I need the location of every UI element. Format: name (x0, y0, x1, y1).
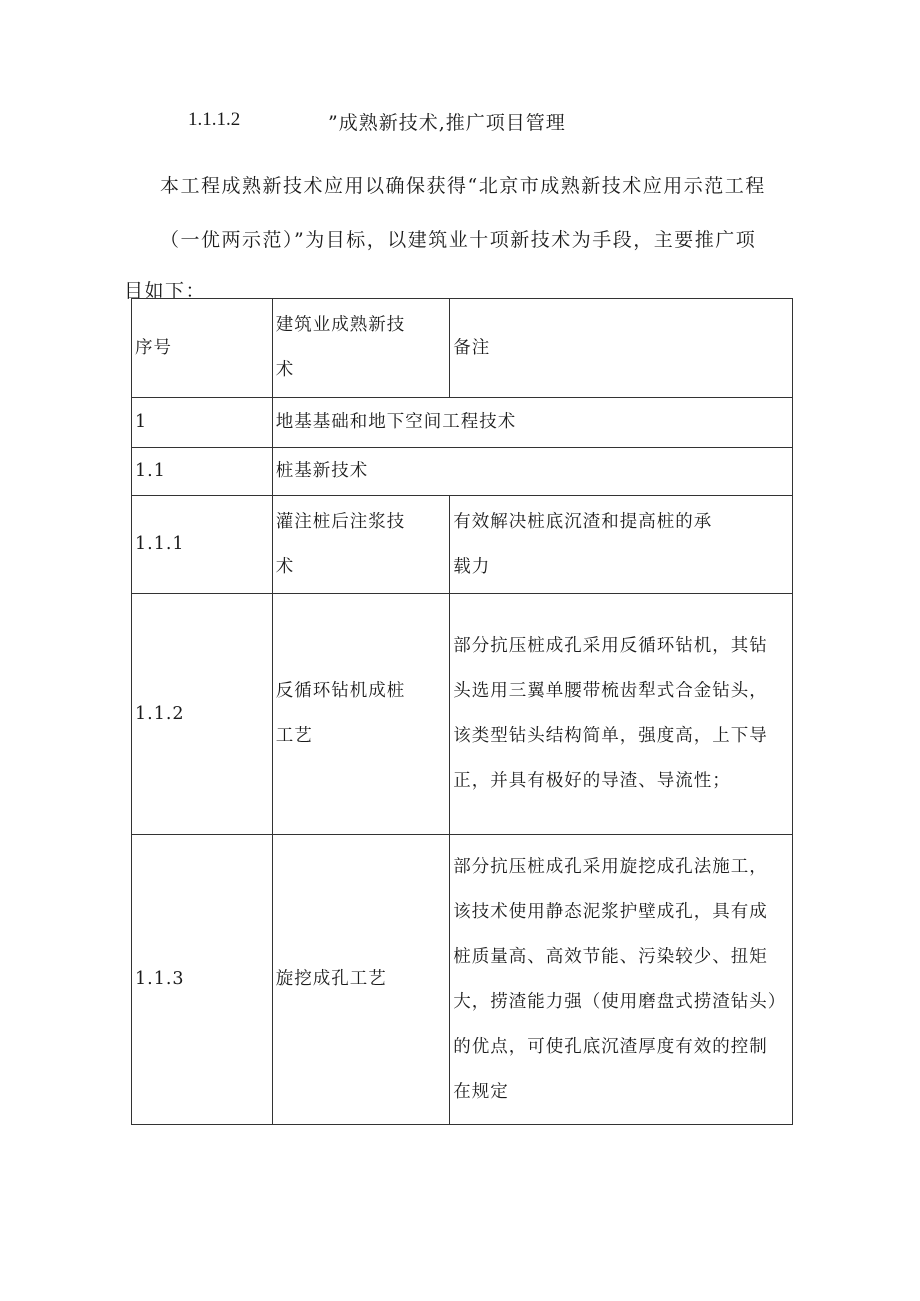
header-remark: 备注 (450, 299, 793, 398)
intro-line-2: （一优两示范）”为目标，以建筑业十项新技术为手段，主要推广项 (160, 229, 757, 251)
cell-remark-line: 载力 (453, 556, 491, 577)
cell-tech (272, 496, 449, 594)
table-row (132, 835, 793, 1125)
table-row (132, 398, 793, 448)
cell-tech-line: 术 (275, 556, 295, 577)
cell-tech-line: 工艺 (275, 726, 313, 746)
cell-remark-line: 部分抗压桩成孔采用反循环钻机，其钻 (453, 636, 768, 656)
header-tech (272, 299, 449, 398)
cell-tech: 地基基础和地下空间工程技术 (272, 398, 792, 448)
cell-remark-line: 的优点，可使孔底沉渣厚度有效的控制 (453, 1036, 768, 1057)
cell-tech: 桩基新技术 (272, 448, 792, 496)
section-title: ”成熟新技术,推广项目管理 (328, 112, 566, 134)
section-number: 1.1.1.2 (188, 109, 241, 130)
cell-remark-line: 在规定 (453, 1081, 509, 1102)
cell-no: 1.1 (132, 448, 273, 496)
intro-line-3: 目如下： (124, 280, 207, 302)
cell-tech-line: 灌注桩后注浆技 (275, 511, 406, 532)
table-row (132, 594, 793, 835)
cell-remark-line: 该技术使用静态泥浆护壁成孔，具有成 (453, 901, 768, 922)
cell-remark-line: 该类型钻头结构简单，强度高，上下导 (453, 726, 768, 746)
cell-tech: 旋挖成孔工艺 (272, 835, 449, 1125)
header-tech-line: 建筑业成熟新技 (275, 315, 406, 335)
cell-remark (450, 496, 793, 594)
cell-remark-line: 有效解决桩底沉渣和提高桩的承 (453, 511, 713, 532)
cell-tech (272, 594, 449, 835)
cell-tech-line: 反循环钻机成桩 (275, 681, 406, 701)
cell-remark (450, 594, 793, 835)
header-tech-line: 术 (275, 360, 295, 380)
cell-remark-line: 桩质量高、高效节能、污染较少、扭矩 (453, 946, 768, 967)
header-no: 序号 (132, 299, 273, 398)
intro-line-1: 本工程成熟新技术应用以确保获得“北京市成熟新技术应用示范工程 (160, 175, 766, 197)
cell-no: 1 (132, 398, 273, 448)
cell-remark (450, 835, 793, 1125)
cell-remark-line: 正，并具有极好的导渣、导流性； (453, 771, 731, 791)
cell-no: 1.1.2 (132, 594, 273, 835)
table-header-row (132, 299, 793, 398)
cell-no: 1.1.3 (132, 835, 273, 1125)
tech-table (131, 298, 793, 1125)
cell-remark-line: 大，捞渣能力强（使用磨盘式捞渣钻头） (453, 991, 787, 1012)
table-row (132, 448, 793, 496)
cell-remark-line: 部分抗压桩成孔采用旋挖成孔法施工， (453, 856, 768, 877)
cell-no: 1.1.1 (132, 496, 273, 594)
cell-remark-line: 头选用三翼单腰带梳齿犁式合金钻头， (453, 681, 768, 701)
section-heading (188, 108, 566, 134)
table-row (132, 496, 793, 594)
